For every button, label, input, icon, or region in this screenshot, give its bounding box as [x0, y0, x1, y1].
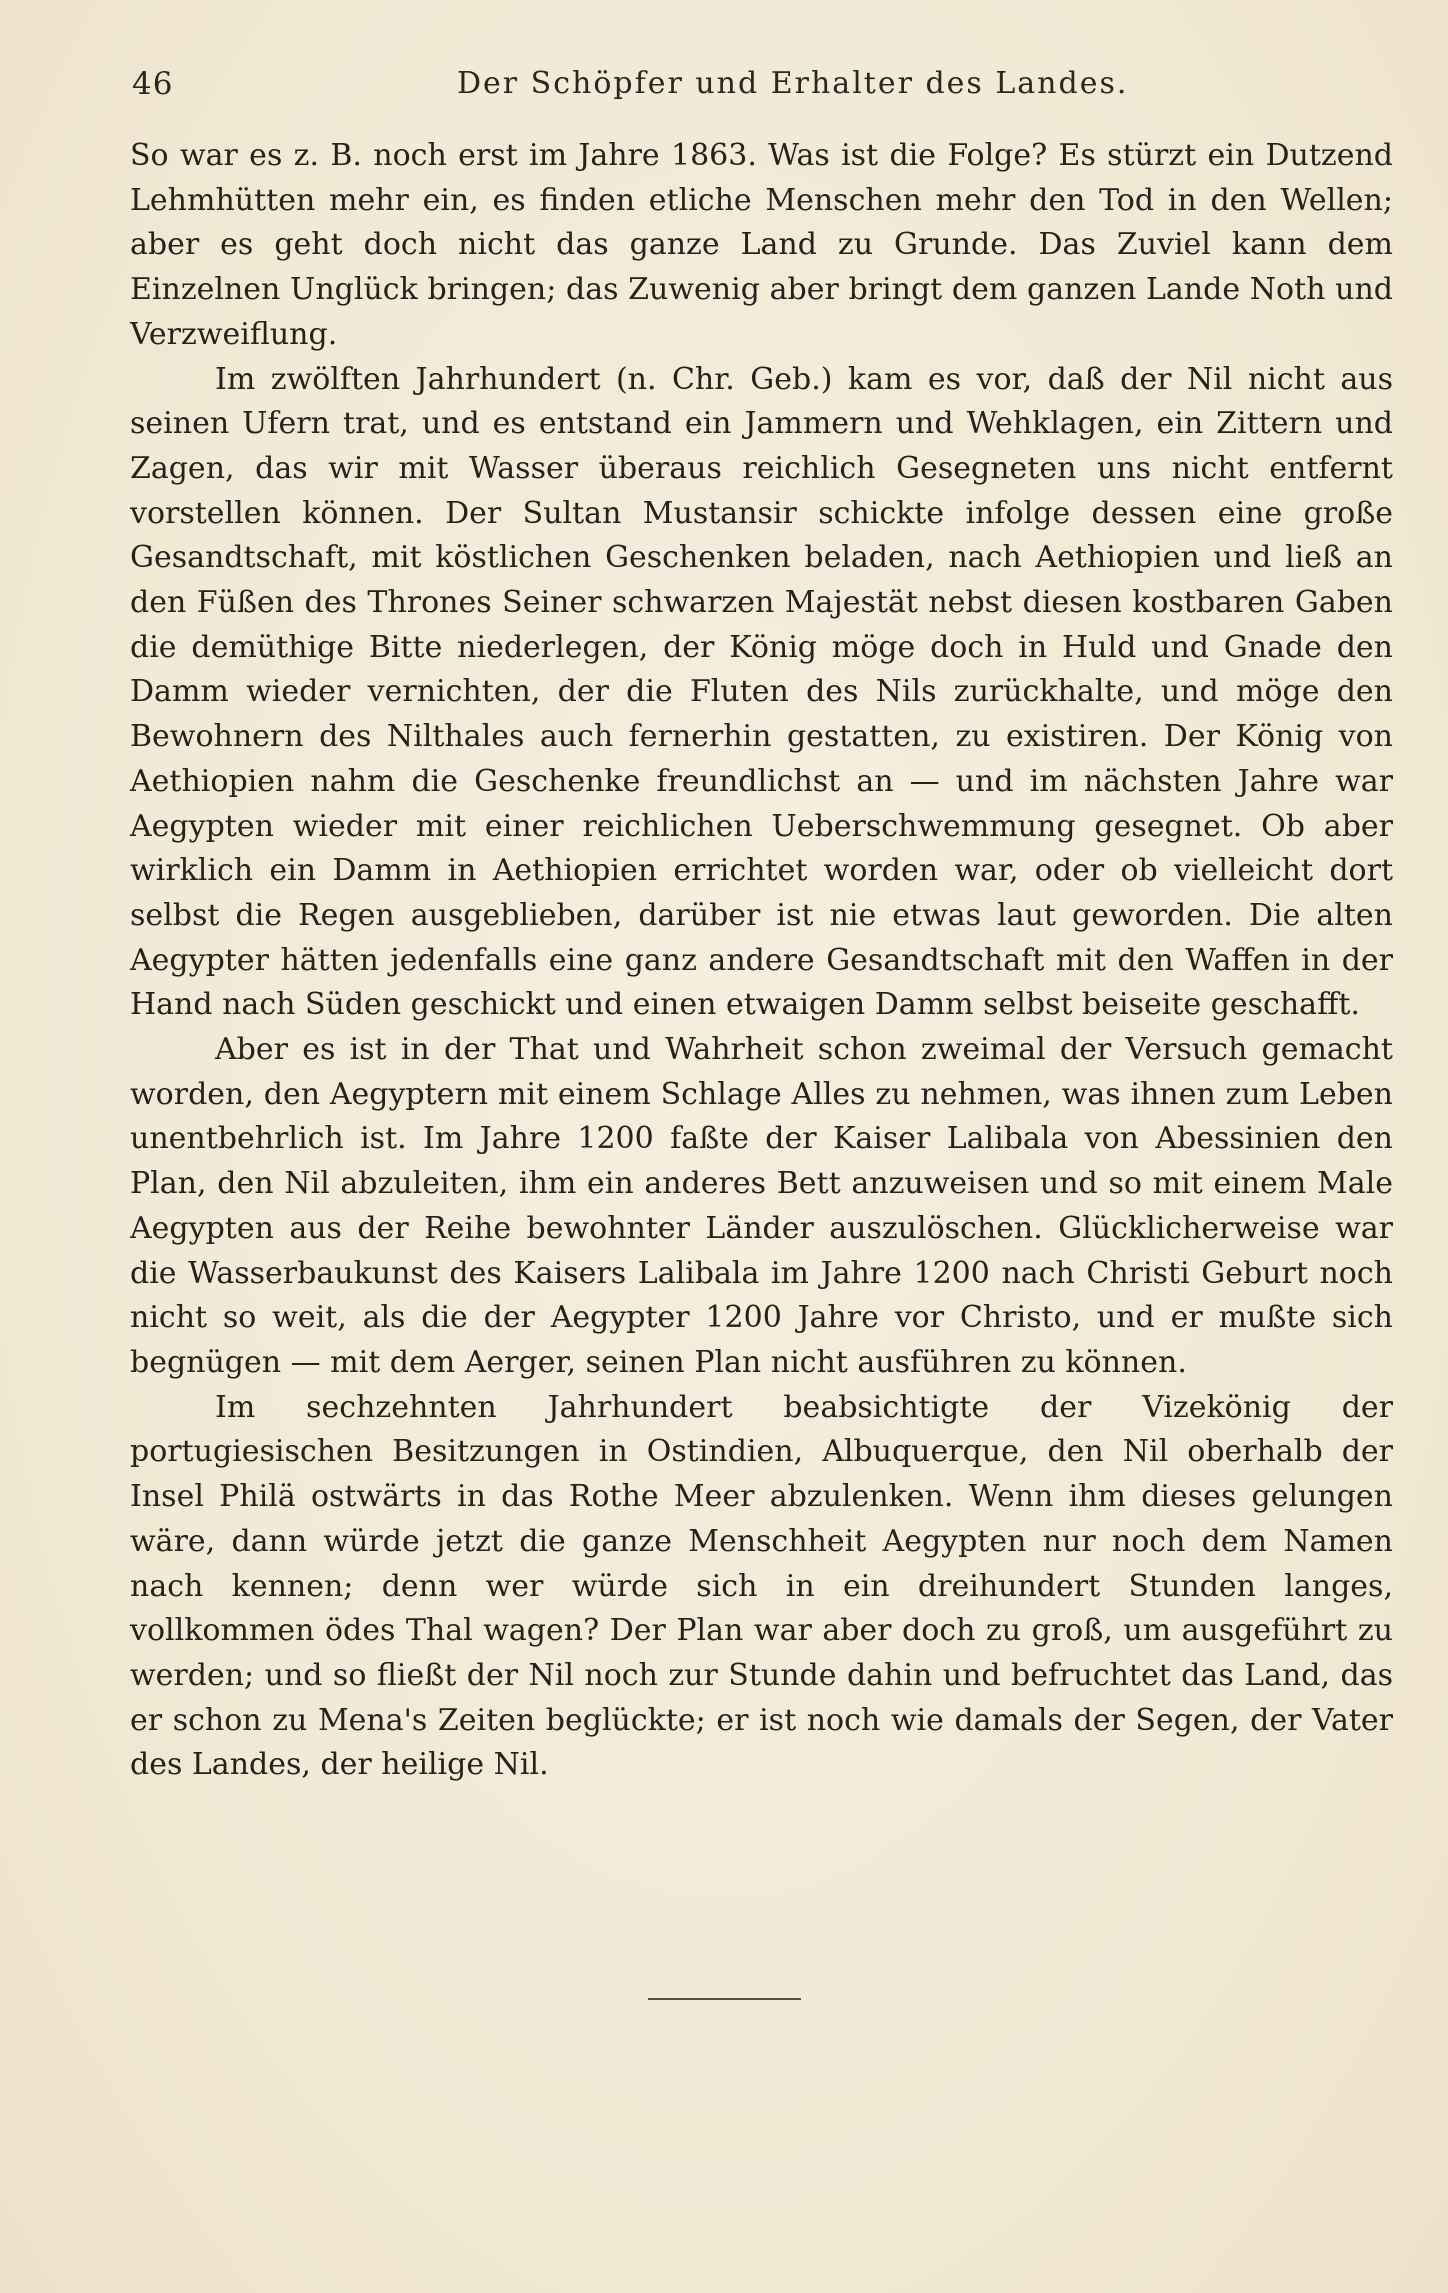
page-header: [132, 62, 1392, 112]
closing-rule: [648, 1998, 801, 2000]
paragraph-3: Aber es ist in der That und Wahrheit schon zweimal der Versuch gemacht worden, den Aegyptern mit einem Schlage Alles zu nehmen, was ihnen zum Leben unentbehrlich ist. Im Jahre 1200 faßte der Kaiser Lalibala von Abessinien den Plan, den Nil abzuleiten, ihm ein anderes Bett anzuweisen und so mit einem Male Aegypten aus der Reihe bewohnter Länder auszulöschen. Glücklicherweise war die Wasserbaukunst des Kaisers Lalibala im Jahre 1200 nach Christi Geburt noch nicht so weit, als die der Aegypter 1200 Jahre vor Christo, und er mußte sich begnügen — mit dem Aerger, seinen Plan nicht ausführen zu können.: [130, 1032, 1393, 1380]
page-number: 46: [132, 66, 174, 102]
running-title: Der Schöpfer und Erhalter des Landes.: [457, 66, 1129, 101]
paragraph-1: So war es z. B. noch erst im Jahre 1863. Was ist die Folge? Es stürzt ein Dutzend Lehmhütten mehr ein, es finden etliche Menschen mehr den Tod in den Wellen; aber es geht doch nicht das ganze Land zu Grunde. Das Zuviel kann dem Einzelnen Unglück bringen; das Zuwenig aber bringt dem ganzen Lande Noth und Verzweiflung.: [130, 138, 1393, 352]
body-text: [130, 134, 1393, 1788]
paragraph-4: Im sechzehnten Jahrhundert beabsichtigte der Vizekönig der portugiesischen Besitzungen in Ostindien, Albuquerque, den Nil oberhalb der Insel Philä ostwärts in das Rothe Meer abzulenken. Wenn ihm dieses gelungen wäre, dann würde jetzt die ganze Menschheit Aegypten nur noch dem Namen nach kennen; denn wer würde sich in ein dreihundert Stunden langes, vollkommen ödes Thal wagen? Der Plan war aber doch zu groß, um ausgeführt zu werden; und so fließt der Nil noch zur Stunde dahin und befruchtet das Land, das er schon zu Mena's Zeiten beglückte; er ist noch wie damals der Segen, der Vater des Landes, der heilige Nil.: [130, 1389, 1393, 1783]
paragraph-2: Im zwölften Jahrhundert (n. Chr. Geb.) kam es vor, daß der Nil nicht aus seinen Ufern trat, und es entstand ein Jammern und Wehklagen, ein Zittern und Zagen, das wir mit Wasser überaus reichlich Gesegneten uns nicht entfernt vorstellen können. Der Sultan Mustansir schickte infolge dessen eine große Gesandtschaft, mit köstlichen Geschenken beladen, nach Aethiopien und ließ an den Füßen des Thrones Seiner schwarzen Majestät nebst diesen kostbaren Gaben die demüthige Bitte niederlegen, der König möge doch in Huld und Gnade den Damm wieder vernichten, der die Fluten des Nils zurückhalte, und möge den Bewohnern des Nilthales auch fernerhin gestatten, zu existiren. Der König von Aethiopien nahm die Geschenke freundlichst an — und im nächsten Jahre war Aegypten wieder mit einer reichlichen Ueberschwemmung gesegnet. Ob aber wirklich ein Damm in Aethiopien errichtet worden war, oder ob vielleicht dort selbst die Regen ausgeblieben, darüber ist nie etwas laut geworden. Die alten Aegypter hätten jedenfalls eine ganz andere Gesandtschaft mit den Waffen in der Hand nach Süden geschickt und einen etwaigen Damm selbst beiseite geschafft.: [130, 361, 1393, 1023]
